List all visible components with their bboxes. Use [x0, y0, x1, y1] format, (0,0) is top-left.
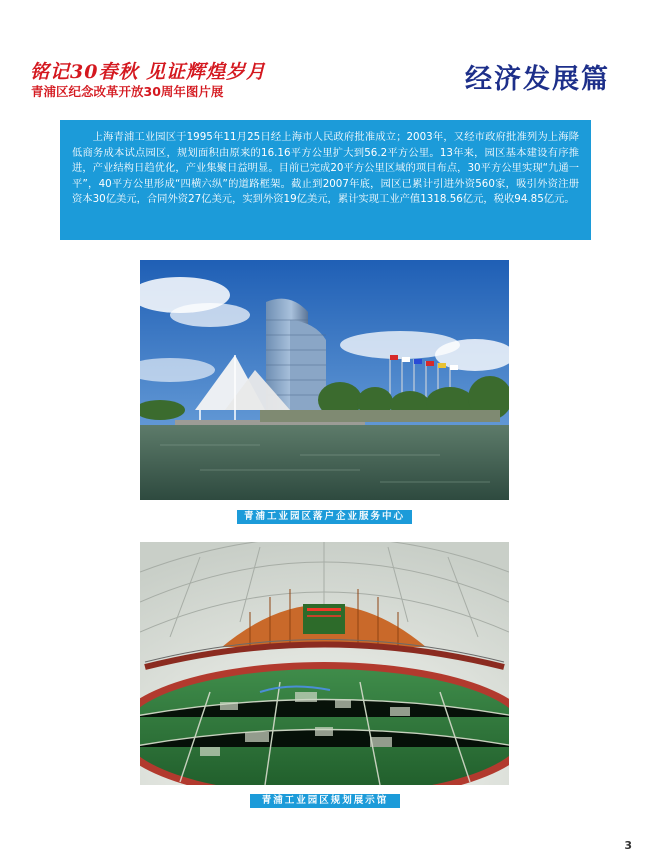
intro-text-box: 上海青浦工业园区于1995年11月25日经上海市人民政府批准成立；2003年，又经市政府批准列为上海降低商务成本试点园区，规划面积由原来的16.16平方公里扩大到56.2平方公里。13年来，园区基本建设有序推进，产业结构日趋优化，产业集聚日益明显。目前已完成20平方公里区域的项目布点，30平方公里实现“九通一平”，40平方公里形成“四横六纵”的道路框架。截止到2007年底，园区已累计引进外资560家，吸引外资注册资本30亿美元，合同外资27亿美元，实到外资19亿美元，累计实现工业产值1318.56亿元，税收94.85亿元。: [60, 120, 591, 240]
planning-hall-photo: [140, 542, 509, 785]
page-number: 3: [624, 839, 632, 852]
section-title: 经济发展篇: [465, 64, 610, 95]
header-subtitle: 青浦区纪念改革开放30周年图片展: [31, 84, 224, 99]
photo-caption-service-center: 青浦工业园区落户企业服务中心: [237, 510, 412, 524]
service-center-photo: [140, 260, 509, 500]
header-slogan: 铭记30春秋 见证辉煌岁月: [30, 61, 267, 83]
photo-caption-planning-hall: 青浦工业园区规划展示馆: [250, 794, 400, 808]
